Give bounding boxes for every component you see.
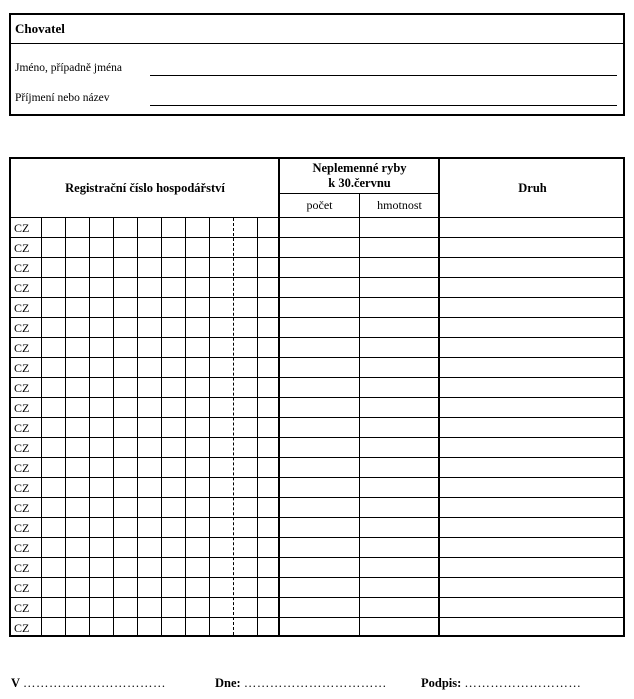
table-row — [11, 258, 623, 278]
row-divider — [11, 297, 623, 298]
row-divider — [11, 337, 623, 338]
header-count: počet — [306, 198, 333, 212]
table-row — [11, 238, 623, 258]
row-prefix-cz: CZ — [14, 481, 30, 495]
digit-cell-divider — [161, 218, 162, 635]
table-row — [11, 578, 623, 598]
row-divider — [11, 417, 623, 418]
digit-cell-divider — [89, 218, 90, 635]
name-field[interactable] — [150, 75, 617, 76]
row-prefix-cz: CZ — [14, 421, 30, 435]
digit-cell-divider — [65, 218, 66, 635]
surname-label: Příjmení nebo název — [15, 92, 110, 104]
digit-cell-divider — [185, 218, 186, 635]
header-weight: hmotnost — [377, 198, 422, 212]
row-prefix-cz: CZ — [14, 461, 30, 475]
row-prefix-cz: CZ — [14, 581, 30, 595]
place-field[interactable]: …………………………… — [22, 676, 166, 690]
table-row — [11, 598, 623, 618]
row-divider — [11, 437, 623, 438]
owner-title: Chovatel — [11, 15, 623, 44]
name-label: Jméno, případně jména — [15, 62, 122, 74]
table-row — [11, 558, 623, 578]
signature-field[interactable]: ……………………… — [464, 676, 582, 690]
row-divider — [11, 537, 623, 538]
row-prefix-cz: CZ — [14, 321, 30, 335]
row-divider — [11, 597, 623, 598]
table-row — [11, 438, 623, 458]
table-row — [11, 338, 623, 358]
row-prefix-cz: CZ — [14, 441, 30, 455]
header-registration: Registrační číslo hospodářství — [65, 180, 225, 195]
table-row — [11, 298, 623, 318]
digit-cell-divider — [233, 218, 234, 635]
row-prefix-cz: CZ — [14, 541, 30, 555]
date-label: Dne: — [215, 676, 241, 690]
footer-place — [11, 676, 166, 691]
row-divider — [11, 397, 623, 398]
table-row — [11, 458, 623, 478]
row-prefix-cz: CZ — [14, 381, 30, 395]
row-divider — [11, 577, 623, 578]
row-divider — [11, 357, 623, 358]
digit-cell-divider — [113, 218, 114, 635]
table-row — [11, 418, 623, 438]
row-divider — [11, 377, 623, 378]
signature-label: Podpis: — [421, 676, 462, 690]
digit-cell-divider — [257, 218, 258, 635]
row-prefix-cz: CZ — [14, 401, 30, 415]
fish-table — [9, 157, 625, 637]
table-row — [11, 358, 623, 378]
row-prefix-cz: CZ — [14, 501, 30, 515]
row-prefix-cz: CZ — [14, 221, 30, 235]
table-row — [11, 518, 623, 538]
row-divider — [11, 317, 623, 318]
row-prefix-cz: CZ — [14, 261, 30, 275]
digit-cell-divider — [209, 218, 210, 635]
place-label: V — [11, 676, 20, 690]
table-row — [11, 478, 623, 498]
row-prefix-cz: CZ — [14, 601, 30, 615]
surname-field[interactable] — [150, 105, 617, 106]
row-divider — [11, 257, 623, 258]
row-prefix-cz: CZ — [14, 281, 30, 295]
table-row — [11, 378, 623, 398]
row-divider — [11, 277, 623, 278]
row-divider — [11, 557, 623, 558]
date-field[interactable]: …………………………… — [243, 676, 387, 690]
row-prefix-cz: CZ — [14, 301, 30, 315]
row-divider — [11, 497, 623, 498]
table-row — [11, 218, 623, 238]
row-prefix-cz: CZ — [14, 521, 30, 535]
row-divider — [11, 477, 623, 478]
row-prefix-cz: CZ — [14, 561, 30, 575]
table-row — [11, 318, 623, 338]
row-prefix-cz: CZ — [14, 361, 30, 375]
row-prefix-cz: CZ — [14, 241, 30, 255]
row-prefix-cz: CZ — [14, 621, 30, 635]
row-divider — [11, 517, 623, 518]
digit-cell-divider — [137, 218, 138, 635]
header-species: Druh — [518, 180, 547, 195]
table-row — [11, 398, 623, 418]
digit-cell-divider — [41, 218, 42, 635]
owner-section — [9, 13, 625, 116]
row-divider — [11, 457, 623, 458]
header-fish — [280, 159, 439, 193]
footer-signature — [421, 676, 581, 691]
table-row — [11, 618, 623, 638]
row-divider — [11, 617, 623, 618]
table-row — [11, 498, 623, 518]
row-prefix-cz: CZ — [14, 341, 30, 355]
table-row — [11, 278, 623, 298]
header-fish-line2: k 30.červnu — [328, 176, 391, 190]
footer-date — [215, 676, 387, 691]
header-fish-line1: Neplemenné ryby — [312, 161, 407, 175]
row-divider — [11, 237, 623, 238]
table-row — [11, 538, 623, 558]
